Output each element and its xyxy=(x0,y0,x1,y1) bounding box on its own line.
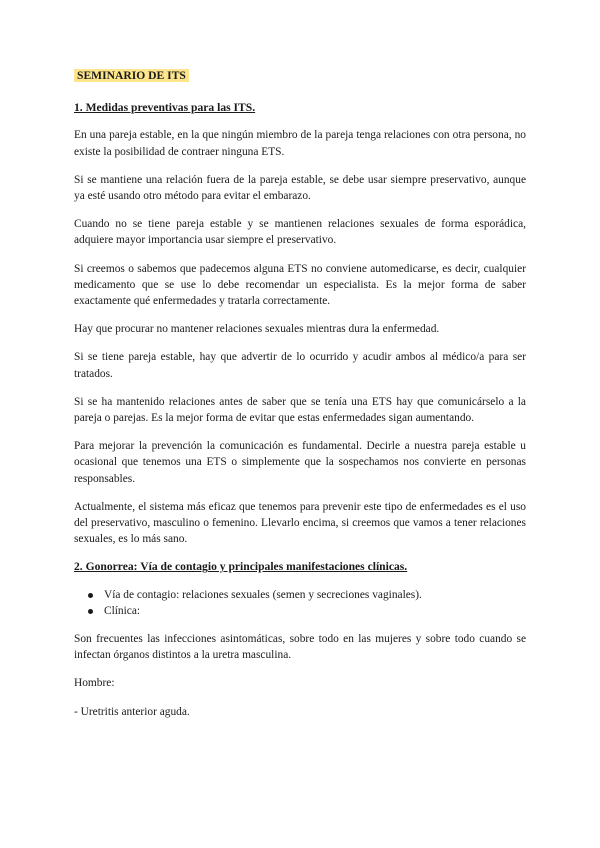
paragraph: Si se ha mantenido relaciones antes de saber que se tenía una ETS hay que comunicárselo a la pareja o parejas. Es la mejor forma de evitar que estas enfermedades sigan aumentando. xyxy=(74,395,526,425)
paragraph: En una pareja estable, en la que ningún miembro de la pareja tenga relaciones con otra persona, no existe la posibilidad de contraer ninguna ETS. xyxy=(74,129,526,158)
paragraph: Si se tiene pareja estable, hay que advertir de lo ocurrido y acudir ambos al médico/a para ser tratados. xyxy=(74,351,526,380)
paragraph: - Uretritis anterior aguda. xyxy=(74,705,190,718)
bullet-text: Clínica: xyxy=(104,604,141,617)
section-heading-gonorrea: 2. Gonorrea: Vía de contagio y principales manifestaciones clínicas. xyxy=(74,560,408,574)
bullet-dot-icon xyxy=(88,609,93,614)
bullet-list xyxy=(74,587,526,619)
bullet-item xyxy=(74,603,526,619)
bullet-dot-icon xyxy=(88,593,93,598)
paragraph: Hombre: xyxy=(74,677,115,690)
section-heading-preventive-measures: 1. Medidas preventivas para las ITS. xyxy=(74,101,256,115)
paragraph: Si creemos o sabemos que padecemos alguna ETS no conviene automedicarse, es decir, cualquier medicamento que se use lo debe recomendar un especialista. Es la mejor forma de saber exactamente qué enfermedades y tratarla correctamente. xyxy=(74,262,526,308)
document-page xyxy=(74,68,526,732)
paragraph: Cuando no se tiene pareja estable y se mantienen relaciones sexuales de forma esporádica, adquiere mayor importancia usar siempre el preservativo. xyxy=(74,218,526,247)
bullet-text: Vía de contagio: relaciones sexuales (semen y secreciones vaginales). xyxy=(104,588,422,601)
paragraph: Para mejorar la prevención la comunicación es fundamental. Decirle a nuestra pareja estable u ocasional que tenemos una ETS o simplemente que la sospechamos nos convierte en personas responsables. xyxy=(74,440,526,485)
document-title xyxy=(74,68,526,84)
paragraph: Actualmente, el sistema más eficaz que tenemos para prevenir este tipo de enfermedades es el uso del preservativo, masculino o femenino. Llevarlo encima, si creemos que vamos a tener relaciones sexuales, es lo más sano. xyxy=(74,500,526,546)
paragraph: Si se mantiene una relación fuera de la pareja estable, se debe usar siempre preservativo, aunque ya esté usando otro método para evitar el embarazo. xyxy=(74,173,526,203)
bullet-item xyxy=(74,587,526,603)
paragraph: Hay que procurar no mantener relaciones sexuales mientras dura la enfermedad. xyxy=(74,323,440,336)
paragraph: Son frecuentes las infecciones asintomáticas, sobre todo en las mujeres y sobre todo cuando se infectan órganos distintos a la uretra masculina. xyxy=(74,633,526,662)
document-title-text: SEMINARIO DE ITS xyxy=(74,69,189,82)
